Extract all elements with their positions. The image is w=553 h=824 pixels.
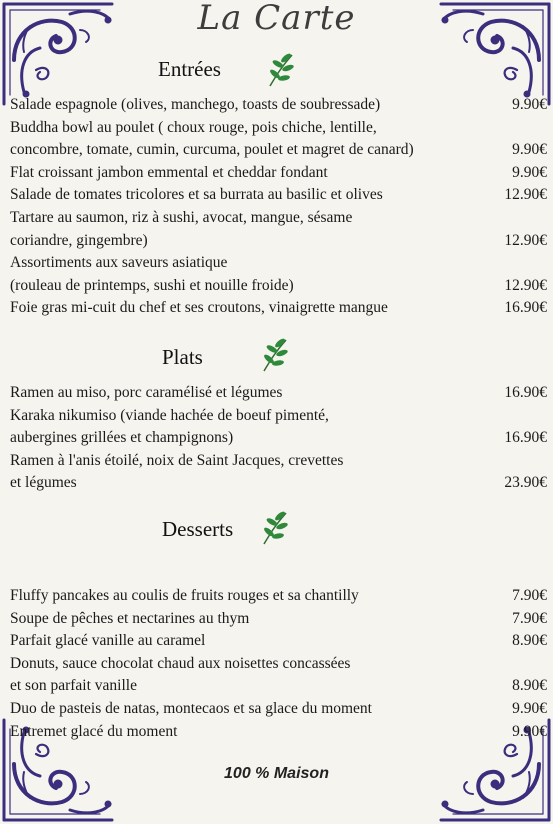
dish-price: 16.90€ bbox=[504, 384, 547, 401]
section-title-desserts: Desserts bbox=[162, 517, 234, 541]
desserts-list bbox=[10, 585, 547, 743]
list-item bbox=[10, 585, 547, 608]
plats-list bbox=[10, 382, 547, 495]
dish-name: Ramen à l'anis étoilé, noix de Saint Jacques, crevettes bbox=[10, 451, 344, 469]
dish-price: 9.90€ bbox=[512, 96, 547, 113]
list-item bbox=[10, 721, 547, 744]
olive-branch-icon bbox=[266, 52, 296, 88]
list-item bbox=[10, 472, 547, 495]
dish-price: 9.90€ bbox=[512, 722, 547, 740]
dish-price: 8.90€ bbox=[512, 632, 547, 650]
dish-price: 7.90€ bbox=[512, 587, 547, 604]
dish-name: et son parfait vanille bbox=[10, 677, 137, 695]
dish-name: Duo de pasteis de natas, montecaos et sa glace du moment bbox=[10, 699, 372, 717]
dish-name: concombre, tomate, cumin, curcuma, poulet et magret de canard) bbox=[10, 141, 414, 159]
dish-name: Tartare au saumon, riz à sushi, avocat, mangue, sésame bbox=[10, 208, 353, 226]
list-item bbox=[10, 207, 547, 230]
list-item bbox=[10, 139, 547, 162]
dish-price: 12.90€ bbox=[504, 231, 547, 249]
dish-name: Foie gras mi-cuit du chef et ses croutons, vinaigrette mangue bbox=[10, 299, 388, 317]
list-item bbox=[10, 450, 547, 473]
dish-name: Donuts, sauce chocolat chaud aux noisettes concassées bbox=[10, 654, 351, 672]
olive-branch-icon bbox=[260, 337, 290, 373]
list-item bbox=[10, 230, 547, 253]
section-title-entrees: Entrées bbox=[158, 57, 221, 81]
list-item bbox=[10, 675, 547, 698]
dish-price: 9.90€ bbox=[512, 141, 547, 159]
dish-price: 16.90€ bbox=[504, 429, 547, 447]
footer-tagline: 100 % Maison bbox=[224, 765, 329, 782]
dish-name: Salade espagnole (olives, manchego, toasts de soubressade) bbox=[10, 96, 381, 113]
dish-name: Salade de tomates tricolores et sa burrata au basilic et olives bbox=[10, 186, 383, 204]
list-item bbox=[10, 608, 547, 631]
dish-name: Assortiments aux saveurs asiatique bbox=[10, 254, 228, 272]
dish-price: 9.90€ bbox=[512, 163, 547, 181]
dish-price: 7.90€ bbox=[512, 609, 547, 627]
dish-name: et légumes bbox=[10, 474, 77, 492]
dish-name: Ramen au miso, porc caramélisé et légumes bbox=[10, 384, 283, 401]
dish-name: Fluffy pancakes au coulis de fruits rouges et sa chantilly bbox=[10, 587, 359, 604]
dish-price: 23.90€ bbox=[504, 474, 547, 492]
entrees-list bbox=[10, 94, 547, 320]
dish-name: Parfait glacé vanille au caramel bbox=[10, 632, 206, 650]
list-item bbox=[10, 405, 547, 428]
list-item bbox=[10, 162, 547, 185]
list-item bbox=[10, 427, 547, 450]
olive-branch-icon bbox=[260, 510, 290, 546]
dish-name: Buddha bowl au poulet ( choux rouge, pois chiche, lentille, bbox=[10, 118, 377, 136]
list-item bbox=[10, 630, 547, 653]
section-title-plats: Plats bbox=[162, 345, 203, 369]
list-item bbox=[10, 117, 547, 140]
dish-name: Karaka nikumiso (viande hachée de boeuf pimenté, bbox=[10, 406, 329, 424]
list-item bbox=[10, 382, 547, 405]
list-item bbox=[10, 653, 547, 676]
dish-name: aubergines grillées et champignons) bbox=[10, 429, 234, 447]
list-item bbox=[10, 184, 547, 207]
dish-name: coriandre, gingembre) bbox=[10, 231, 148, 249]
list-item bbox=[10, 297, 547, 320]
list-item bbox=[10, 252, 547, 275]
dish-name: (rouleau de printemps, sushi et nouille froide) bbox=[10, 276, 294, 294]
dish-name: Soupe de pêches et nectarines au thym bbox=[10, 609, 250, 627]
list-item bbox=[10, 275, 547, 298]
dish-name: Entremet glacé du moment bbox=[10, 722, 178, 740]
dish-name: Flat croissant jambon emmental et cheddar fondant bbox=[10, 163, 328, 181]
dish-price: 16.90€ bbox=[504, 299, 547, 317]
menu-title: La Carte bbox=[197, 0, 356, 38]
dish-price: 12.90€ bbox=[504, 276, 547, 294]
list-item bbox=[10, 698, 547, 721]
list-item bbox=[10, 94, 547, 117]
dish-price: 8.90€ bbox=[512, 677, 547, 695]
dish-price: 9.90€ bbox=[512, 699, 547, 717]
dish-price: 12.90€ bbox=[504, 186, 547, 204]
